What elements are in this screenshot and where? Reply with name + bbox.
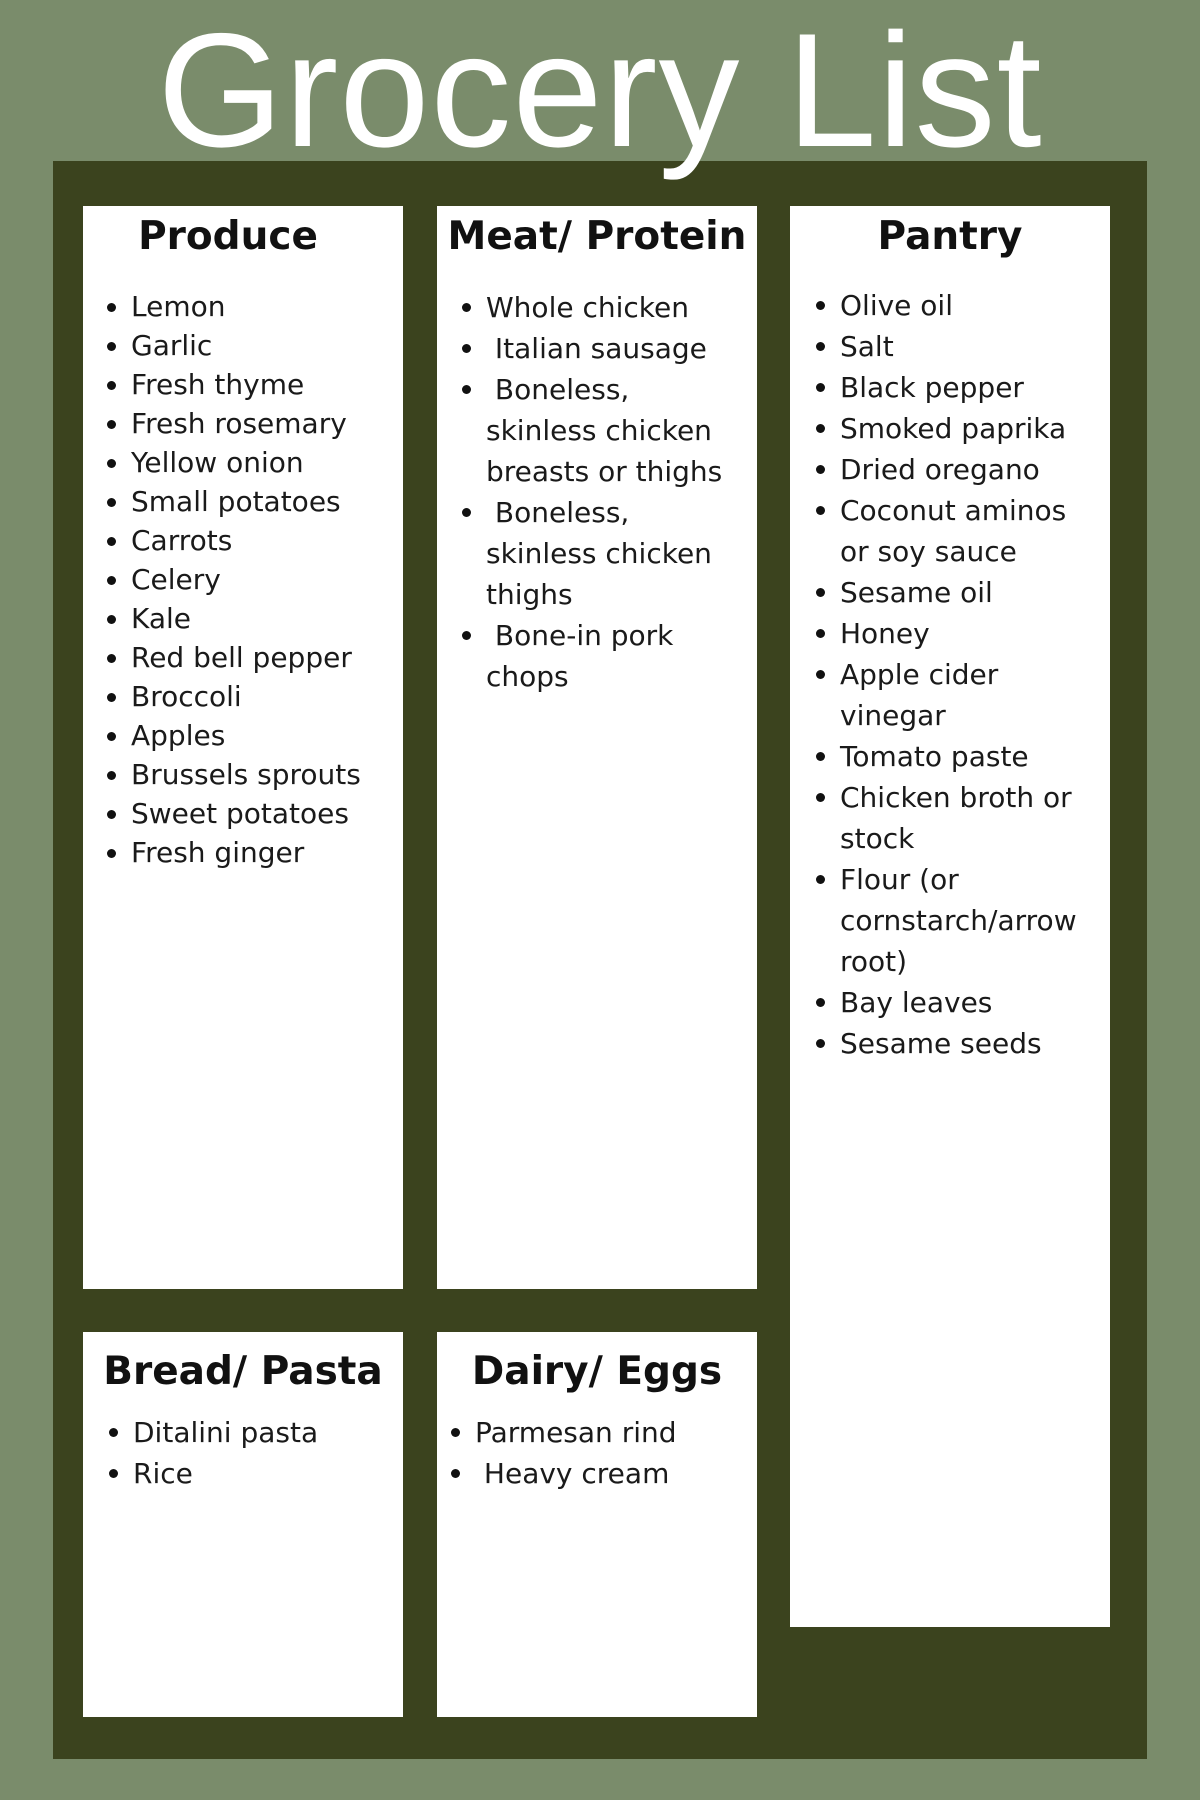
produce-list xyxy=(83,287,403,872)
list-item: Flour (or cornstarch/arrow root) xyxy=(840,859,1102,982)
list-item: Apples xyxy=(131,716,403,755)
list-item: Smoked paprika xyxy=(840,408,1102,449)
bread-pasta-heading: Bread/ Pasta xyxy=(103,1349,383,1394)
list-item: Fresh thyme xyxy=(131,365,403,404)
list-item: Heavy cream xyxy=(475,1453,757,1494)
list-item: Celery xyxy=(131,560,403,599)
list-item: Rice xyxy=(133,1453,403,1494)
meat-protein-list xyxy=(437,287,734,697)
list-item: Fresh rosemary xyxy=(131,404,403,443)
list-item: Italian sausage xyxy=(486,328,734,369)
pantry-list xyxy=(790,285,1102,1064)
list-item: Red bell pepper xyxy=(131,638,403,677)
page-title: Grocery List xyxy=(157,0,1043,181)
list-item: Carrots xyxy=(131,521,403,560)
list-item: Broccoli xyxy=(131,677,403,716)
meat-protein-card xyxy=(437,206,757,1289)
list-item: Whole chicken xyxy=(486,287,734,328)
list-item: Chicken broth or stock xyxy=(840,777,1102,859)
list-item: Tomato paste xyxy=(840,736,1102,777)
list-item: Sesame seeds xyxy=(840,1023,1102,1064)
list-item: Small potatoes xyxy=(131,482,403,521)
list-item: Sweet potatoes xyxy=(131,794,403,833)
meat-protein-heading: Meat/ Protein xyxy=(447,214,747,259)
list-item: Coconut aminos or soy sauce xyxy=(840,490,1102,572)
list-item: Fresh ginger xyxy=(131,833,403,872)
list-item: Boneless, skinless chicken thighs xyxy=(486,492,734,615)
list-item: Bone-in pork chops xyxy=(486,615,734,697)
produce-card xyxy=(83,206,403,1289)
dairy-eggs-heading: Dairy/ Eggs xyxy=(471,1349,723,1394)
list-item: Kale xyxy=(131,599,403,638)
list-item: Salt xyxy=(840,326,1102,367)
produce-heading: Produce xyxy=(138,214,318,259)
dairy-eggs-list xyxy=(437,1412,757,1494)
list-item: Parmesan rind xyxy=(475,1412,757,1453)
list-item: Brussels sprouts xyxy=(131,755,403,794)
list-item: Apple cider vinegar xyxy=(840,654,1102,736)
pantry-heading: Pantry xyxy=(877,214,1023,259)
list-item: Sesame oil xyxy=(840,572,1102,613)
list-item: Ditalini pasta xyxy=(133,1412,403,1453)
bread-pasta-list xyxy=(83,1412,403,1494)
list-item: Garlic xyxy=(131,326,403,365)
dairy-eggs-card xyxy=(437,1332,757,1717)
pantry-card xyxy=(790,206,1110,1627)
list-item: Lemon xyxy=(131,287,403,326)
list-item: Bay leaves xyxy=(840,982,1102,1023)
list-item: Honey xyxy=(840,613,1102,654)
list-item: Boneless, skinless chicken breasts or thighs xyxy=(486,369,734,492)
list-item: Yellow onion xyxy=(131,443,403,482)
bread-pasta-card xyxy=(83,1332,403,1717)
list-item: Black pepper xyxy=(840,367,1102,408)
list-item: Dried oregano xyxy=(840,449,1102,490)
list-item: Olive oil xyxy=(840,285,1102,326)
